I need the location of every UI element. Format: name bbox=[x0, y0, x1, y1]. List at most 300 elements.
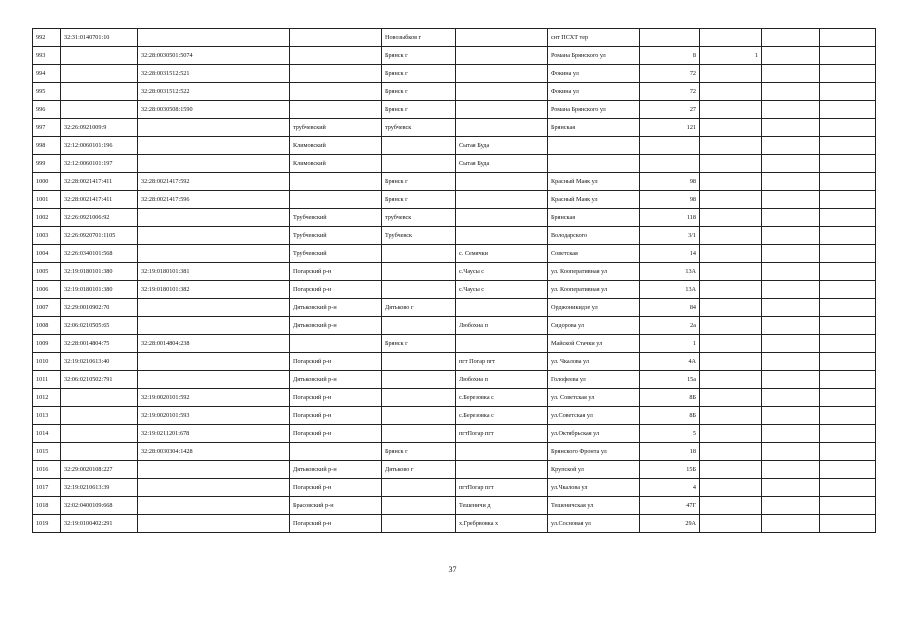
cell-col-11 bbox=[820, 65, 876, 83]
table-row bbox=[33, 173, 876, 191]
cell-object-cadastral-number: 32:19:0020101:593 bbox=[138, 407, 290, 425]
cell-col-10 bbox=[762, 371, 820, 389]
cell-building bbox=[700, 407, 762, 425]
cell-city: Брянск г bbox=[382, 47, 456, 65]
cell-col-10 bbox=[762, 425, 820, 443]
cell-object-cadastral-number: 32:28:0031512:522 bbox=[138, 83, 290, 101]
cell-record-number: 1002 bbox=[33, 209, 61, 227]
cell-house-number: 13А bbox=[640, 263, 700, 281]
table-row bbox=[33, 209, 876, 227]
cell-cadastral-number: 32:02:0400109:668 bbox=[61, 497, 138, 515]
cell-city bbox=[382, 497, 456, 515]
cell-col-10 bbox=[762, 497, 820, 515]
cell-house-number: 72 bbox=[640, 65, 700, 83]
cell-city: Брянск г bbox=[382, 83, 456, 101]
cell-object-cadastral-number bbox=[138, 461, 290, 479]
cell-object-cadastral-number bbox=[138, 317, 290, 335]
cell-building bbox=[700, 209, 762, 227]
table-row bbox=[33, 191, 876, 209]
cell-col-10 bbox=[762, 479, 820, 497]
cell-street: Брянская bbox=[548, 119, 640, 137]
cell-house-number: 121 bbox=[640, 119, 700, 137]
cell-house-number: 15Б bbox=[640, 461, 700, 479]
cell-cadastral-number: 32:28:0014804:75 bbox=[61, 335, 138, 353]
cell-settlement: с.Чаусы с bbox=[456, 281, 548, 299]
cell-house-number: 15а bbox=[640, 371, 700, 389]
cell-record-number: 1000 bbox=[33, 173, 61, 191]
cell-object-cadastral-number bbox=[138, 209, 290, 227]
table-row bbox=[33, 83, 876, 101]
cell-object-cadastral-number: 32:19:0020101:592 bbox=[138, 389, 290, 407]
cell-district: Погарский р-н bbox=[290, 515, 382, 533]
cell-building bbox=[700, 137, 762, 155]
cell-record-number: 997 bbox=[33, 119, 61, 137]
table-row bbox=[33, 389, 876, 407]
table-row bbox=[33, 155, 876, 173]
cell-col-10 bbox=[762, 389, 820, 407]
cell-house-number bbox=[640, 29, 700, 47]
cell-building bbox=[700, 389, 762, 407]
cell-city: трубчевск bbox=[382, 119, 456, 137]
cell-col-11 bbox=[820, 317, 876, 335]
table-row bbox=[33, 515, 876, 533]
cell-record-number: 992 bbox=[33, 29, 61, 47]
cell-building bbox=[700, 515, 762, 533]
table-row bbox=[33, 461, 876, 479]
cell-object-cadastral-number bbox=[138, 479, 290, 497]
cell-cadastral-number: 32:26:0921009:9 bbox=[61, 119, 138, 137]
cell-record-number: 1006 bbox=[33, 281, 61, 299]
cell-street: Советская bbox=[548, 245, 640, 263]
cell-city bbox=[382, 155, 456, 173]
cell-col-11 bbox=[820, 281, 876, 299]
cell-district bbox=[290, 101, 382, 119]
cell-record-number: 1013 bbox=[33, 407, 61, 425]
cell-house-number: 8Б bbox=[640, 389, 700, 407]
cell-district: Дятьковский р-н bbox=[290, 371, 382, 389]
cell-record-number: 1012 bbox=[33, 389, 61, 407]
cell-col-11 bbox=[820, 335, 876, 353]
cell-cadastral-number bbox=[61, 407, 138, 425]
cell-settlement bbox=[456, 209, 548, 227]
cell-street: Брянская bbox=[548, 209, 640, 227]
cell-city: Брянск г bbox=[382, 65, 456, 83]
cell-col-10 bbox=[762, 119, 820, 137]
cell-district bbox=[290, 47, 382, 65]
cell-building bbox=[700, 443, 762, 461]
cell-cadastral-number: 32:26:0920701:1105 bbox=[61, 227, 138, 245]
cell-settlement: пгтПогар пгт bbox=[456, 479, 548, 497]
cell-district bbox=[290, 335, 382, 353]
cell-house-number: 8 bbox=[640, 47, 700, 65]
table-row bbox=[33, 47, 876, 65]
cell-street: Романа Брянского ул bbox=[548, 101, 640, 119]
cell-col-11 bbox=[820, 227, 876, 245]
cell-col-11 bbox=[820, 389, 876, 407]
cell-col-10 bbox=[762, 407, 820, 425]
cell-object-cadastral-number: 32:28:0031512:521 bbox=[138, 65, 290, 83]
cell-district: Погарский р-н bbox=[290, 353, 382, 371]
cell-district: Погарский р-н bbox=[290, 263, 382, 281]
cell-cadastral-number bbox=[61, 47, 138, 65]
cell-city: Дятьково г bbox=[382, 299, 456, 317]
cell-settlement: х.Гребрвовка х bbox=[456, 515, 548, 533]
cell-col-11 bbox=[820, 515, 876, 533]
cell-object-cadastral-number bbox=[138, 353, 290, 371]
cell-cadastral-number bbox=[61, 425, 138, 443]
cell-col-10 bbox=[762, 65, 820, 83]
table-row bbox=[33, 101, 876, 119]
table-row bbox=[33, 371, 876, 389]
cell-record-number: 1017 bbox=[33, 479, 61, 497]
cell-object-cadastral-number bbox=[138, 119, 290, 137]
cell-cadastral-number: 32:19:0180101:380 bbox=[61, 281, 138, 299]
cell-record-number: 995 bbox=[33, 83, 61, 101]
cell-city: Брянск г bbox=[382, 101, 456, 119]
cell-col-10 bbox=[762, 317, 820, 335]
table-row bbox=[33, 353, 876, 371]
cell-settlement bbox=[456, 461, 548, 479]
cell-col-10 bbox=[762, 281, 820, 299]
cell-col-10 bbox=[762, 191, 820, 209]
cell-col-11 bbox=[820, 47, 876, 65]
cell-settlement bbox=[456, 335, 548, 353]
cell-settlement bbox=[456, 47, 548, 65]
cell-col-11 bbox=[820, 119, 876, 137]
cell-district: Климовский bbox=[290, 155, 382, 173]
cell-street: Голофеева ул bbox=[548, 371, 640, 389]
cell-col-10 bbox=[762, 299, 820, 317]
cell-district: Погарский р-н bbox=[290, 479, 382, 497]
cell-city bbox=[382, 245, 456, 263]
page-number: 37 bbox=[448, 565, 457, 574]
cell-col-10 bbox=[762, 245, 820, 263]
cell-record-number: 1008 bbox=[33, 317, 61, 335]
cell-city: Дятьково г bbox=[382, 461, 456, 479]
cell-street: Крупской ул bbox=[548, 461, 640, 479]
cell-district: Трубчевский bbox=[290, 227, 382, 245]
cell-street: ул. Советская ул bbox=[548, 389, 640, 407]
cell-object-cadastral-number: 32:19:0180101:381 bbox=[138, 263, 290, 281]
cell-settlement bbox=[456, 173, 548, 191]
cell-street: Красный Маяк ул bbox=[548, 191, 640, 209]
cell-street: ул. Кооперативная ул bbox=[548, 263, 640, 281]
cell-cadastral-number: 32:31:0140701:10 bbox=[61, 29, 138, 47]
table-row bbox=[33, 443, 876, 461]
cell-object-cadastral-number bbox=[138, 515, 290, 533]
cell-object-cadastral-number: 32:28:0021417:596 bbox=[138, 191, 290, 209]
cell-record-number: 1007 bbox=[33, 299, 61, 317]
cell-object-cadastral-number bbox=[138, 299, 290, 317]
cell-house-number: 18 bbox=[640, 443, 700, 461]
cell-building bbox=[700, 425, 762, 443]
cell-col-11 bbox=[820, 173, 876, 191]
cell-settlement: пгт Погар пгт bbox=[456, 353, 548, 371]
cell-district bbox=[290, 173, 382, 191]
cell-house-number: 14 bbox=[640, 245, 700, 263]
cell-house-number: 5 bbox=[640, 425, 700, 443]
cell-col-10 bbox=[762, 29, 820, 47]
cell-settlement bbox=[456, 443, 548, 461]
cell-record-number: 1010 bbox=[33, 353, 61, 371]
cell-object-cadastral-number: 32:28:0030501:5074 bbox=[138, 47, 290, 65]
cell-street: Фокина ул bbox=[548, 83, 640, 101]
cell-record-number: 994 bbox=[33, 65, 61, 83]
cell-house-number: 1 bbox=[640, 335, 700, 353]
table-row bbox=[33, 407, 876, 425]
cell-col-10 bbox=[762, 83, 820, 101]
cell-object-cadastral-number bbox=[138, 497, 290, 515]
cell-city bbox=[382, 407, 456, 425]
cell-street bbox=[548, 137, 640, 155]
cell-col-11 bbox=[820, 299, 876, 317]
cell-building bbox=[700, 65, 762, 83]
cell-city bbox=[382, 479, 456, 497]
cell-col-11 bbox=[820, 29, 876, 47]
cell-city bbox=[382, 515, 456, 533]
cell-street: Брянского Фронта ул bbox=[548, 443, 640, 461]
table-row bbox=[33, 245, 876, 263]
cell-settlement bbox=[456, 101, 548, 119]
cell-cadastral-number: 32:06:0210505:65 bbox=[61, 317, 138, 335]
cell-house-number: 98 bbox=[640, 191, 700, 209]
cell-cadastral-number: 32:19:0180101:380 bbox=[61, 263, 138, 281]
cell-col-10 bbox=[762, 137, 820, 155]
cell-cadastral-number: 32:19:0100402:291 bbox=[61, 515, 138, 533]
cell-city: Брянск г bbox=[382, 173, 456, 191]
cell-object-cadastral-number bbox=[138, 371, 290, 389]
table-row bbox=[33, 317, 876, 335]
cell-record-number: 1016 bbox=[33, 461, 61, 479]
cell-record-number: 998 bbox=[33, 137, 61, 155]
cell-col-10 bbox=[762, 515, 820, 533]
cell-cadastral-number bbox=[61, 389, 138, 407]
table-row bbox=[33, 263, 876, 281]
cell-building bbox=[700, 245, 762, 263]
cell-building bbox=[700, 83, 762, 101]
cell-building: 1 bbox=[700, 47, 762, 65]
cell-building bbox=[700, 497, 762, 515]
cell-building bbox=[700, 155, 762, 173]
cell-building bbox=[700, 101, 762, 119]
cell-city bbox=[382, 137, 456, 155]
cell-cadastral-number: 32:12:0060101:197 bbox=[61, 155, 138, 173]
cell-city bbox=[382, 425, 456, 443]
cell-record-number: 999 bbox=[33, 155, 61, 173]
cell-cadastral-number: 32:29:0020108:227 bbox=[61, 461, 138, 479]
cell-cadastral-number: 32:28:0021417:411 bbox=[61, 191, 138, 209]
cell-object-cadastral-number bbox=[138, 29, 290, 47]
cell-district: Трубчевский bbox=[290, 245, 382, 263]
cell-object-cadastral-number: 32:28:0030508:1590 bbox=[138, 101, 290, 119]
cell-district: Погарский р-н bbox=[290, 407, 382, 425]
cell-record-number: 1015 bbox=[33, 443, 61, 461]
cell-district: Климовский bbox=[290, 137, 382, 155]
table-row bbox=[33, 227, 876, 245]
cell-cadastral-number bbox=[61, 83, 138, 101]
cell-building bbox=[700, 227, 762, 245]
cell-settlement: с.Чаусы с bbox=[456, 263, 548, 281]
cell-house-number: 84 bbox=[640, 299, 700, 317]
cell-col-10 bbox=[762, 443, 820, 461]
table-row bbox=[33, 281, 876, 299]
cell-object-cadastral-number bbox=[138, 155, 290, 173]
cell-settlement: Любохна п bbox=[456, 317, 548, 335]
cell-record-number: 1005 bbox=[33, 263, 61, 281]
cell-col-11 bbox=[820, 497, 876, 515]
cell-cadastral-number: 32:28:0021417:411 bbox=[61, 173, 138, 191]
cell-col-11 bbox=[820, 353, 876, 371]
cell-street: ул.Октябрьская ул bbox=[548, 425, 640, 443]
cell-cadastral-number: 32:19:0210613:40 bbox=[61, 353, 138, 371]
registry-table bbox=[32, 28, 876, 533]
cell-col-11 bbox=[820, 137, 876, 155]
cell-city: трубчевск bbox=[382, 209, 456, 227]
cell-object-cadastral-number: 32:28:0030304:1428 bbox=[138, 443, 290, 461]
table-row bbox=[33, 479, 876, 497]
cell-building bbox=[700, 479, 762, 497]
cell-object-cadastral-number: 32:19:0180101:382 bbox=[138, 281, 290, 299]
cell-settlement bbox=[456, 29, 548, 47]
cell-city bbox=[382, 317, 456, 335]
cell-district: Брасовский р-н bbox=[290, 497, 382, 515]
cell-house-number: 2а bbox=[640, 317, 700, 335]
cell-district bbox=[290, 443, 382, 461]
cell-object-cadastral-number: 32:19:0211201:678 bbox=[138, 425, 290, 443]
cell-district: Погарский р-н bbox=[290, 281, 382, 299]
cell-city: Новозыбков г bbox=[382, 29, 456, 47]
cell-record-number: 1001 bbox=[33, 191, 61, 209]
cell-col-11 bbox=[820, 371, 876, 389]
cell-house-number bbox=[640, 137, 700, 155]
cell-col-11 bbox=[820, 245, 876, 263]
cell-building bbox=[700, 299, 762, 317]
cell-city bbox=[382, 389, 456, 407]
cell-district: Трубчевский bbox=[290, 209, 382, 227]
table-row bbox=[33, 497, 876, 515]
cell-cadastral-number: 32:06:0210502:791 bbox=[61, 371, 138, 389]
cell-street: Красный Маяк ул bbox=[548, 173, 640, 191]
cell-street: Сидорова ул bbox=[548, 317, 640, 335]
cell-street: Фокина ул bbox=[548, 65, 640, 83]
cell-house-number: 98 bbox=[640, 173, 700, 191]
cell-house-number: 29А bbox=[640, 515, 700, 533]
table-row bbox=[33, 425, 876, 443]
cell-street: Володарского bbox=[548, 227, 640, 245]
cell-building bbox=[700, 281, 762, 299]
table-row bbox=[33, 299, 876, 317]
cell-record-number: 1018 bbox=[33, 497, 61, 515]
cell-col-10 bbox=[762, 461, 820, 479]
cell-record-number: 993 bbox=[33, 47, 61, 65]
cell-district: Дятьковский р-н bbox=[290, 317, 382, 335]
cell-cadastral-number: 32:12:0060101:196 bbox=[61, 137, 138, 155]
cell-settlement bbox=[456, 119, 548, 137]
cell-district: Дятьковский р-н bbox=[290, 461, 382, 479]
cell-object-cadastral-number bbox=[138, 137, 290, 155]
cell-cadastral-number: 32:29:0010902:70 bbox=[61, 299, 138, 317]
cell-building bbox=[700, 119, 762, 137]
cell-house-number: 8Б bbox=[640, 407, 700, 425]
cell-settlement: Тешеничи д bbox=[456, 497, 548, 515]
cell-street: Майской Стачки ул bbox=[548, 335, 640, 353]
cell-district bbox=[290, 191, 382, 209]
cell-cadastral-number: 32:19:0210613:39 bbox=[61, 479, 138, 497]
cell-col-11 bbox=[820, 263, 876, 281]
cell-settlement bbox=[456, 299, 548, 317]
cell-building bbox=[700, 371, 762, 389]
cell-city bbox=[382, 281, 456, 299]
cell-building bbox=[700, 317, 762, 335]
cell-record-number: 1011 bbox=[33, 371, 61, 389]
cell-street: ул.Сосновая ул bbox=[548, 515, 640, 533]
cell-street: снт ПСХТ тер bbox=[548, 29, 640, 47]
cell-street: Тешеничская ул bbox=[548, 497, 640, 515]
cell-col-11 bbox=[820, 101, 876, 119]
cell-district: Погарский р-н bbox=[290, 425, 382, 443]
cell-cadastral-number: 32:26:0340101:568 bbox=[61, 245, 138, 263]
cell-building bbox=[700, 461, 762, 479]
cell-col-11 bbox=[820, 425, 876, 443]
cell-street bbox=[548, 155, 640, 173]
cell-building bbox=[700, 335, 762, 353]
cell-house-number: 13А bbox=[640, 281, 700, 299]
cell-settlement bbox=[456, 227, 548, 245]
cell-district: Погарский р-н bbox=[290, 389, 382, 407]
cell-col-10 bbox=[762, 263, 820, 281]
cell-cadastral-number bbox=[61, 65, 138, 83]
cell-city: Брянск г bbox=[382, 335, 456, 353]
cell-street: Романа Брянского ул bbox=[548, 47, 640, 65]
cell-building bbox=[700, 353, 762, 371]
cell-street: ул. Кооперативная ул bbox=[548, 281, 640, 299]
cell-house-number: 4А bbox=[640, 353, 700, 371]
cell-cadastral-number: 32:26:0921006:92 bbox=[61, 209, 138, 227]
table-row bbox=[33, 335, 876, 353]
cell-settlement: Сытая Буда bbox=[456, 137, 548, 155]
table-row bbox=[33, 29, 876, 47]
cell-record-number: 1009 bbox=[33, 335, 61, 353]
cell-building bbox=[700, 29, 762, 47]
cell-object-cadastral-number bbox=[138, 245, 290, 263]
cell-house-number: 118 bbox=[640, 209, 700, 227]
cell-col-10 bbox=[762, 209, 820, 227]
cell-district bbox=[290, 29, 382, 47]
cell-building bbox=[700, 191, 762, 209]
cell-settlement: Сытая Буда bbox=[456, 155, 548, 173]
cell-house-number: 47Г bbox=[640, 497, 700, 515]
cell-cadastral-number bbox=[61, 443, 138, 461]
cell-col-11 bbox=[820, 443, 876, 461]
cell-district: Дятьковский р-н bbox=[290, 299, 382, 317]
cell-object-cadastral-number bbox=[138, 227, 290, 245]
cell-col-10 bbox=[762, 227, 820, 245]
cell-col-11 bbox=[820, 479, 876, 497]
cell-building bbox=[700, 173, 762, 191]
cell-district: трубчевский bbox=[290, 119, 382, 137]
cell-object-cadastral-number: 32:28:0014804:238 bbox=[138, 335, 290, 353]
cell-city: Брянск г bbox=[382, 191, 456, 209]
cell-house-number bbox=[640, 155, 700, 173]
cell-house-number: 27 bbox=[640, 101, 700, 119]
cell-cadastral-number bbox=[61, 101, 138, 119]
table-row bbox=[33, 65, 876, 83]
cell-city: Брянск г bbox=[382, 443, 456, 461]
cell-street: ул.Советская ул bbox=[548, 407, 640, 425]
cell-settlement: пгтПогар пгт bbox=[456, 425, 548, 443]
cell-settlement: с. Семячки bbox=[456, 245, 548, 263]
cell-building bbox=[700, 263, 762, 281]
